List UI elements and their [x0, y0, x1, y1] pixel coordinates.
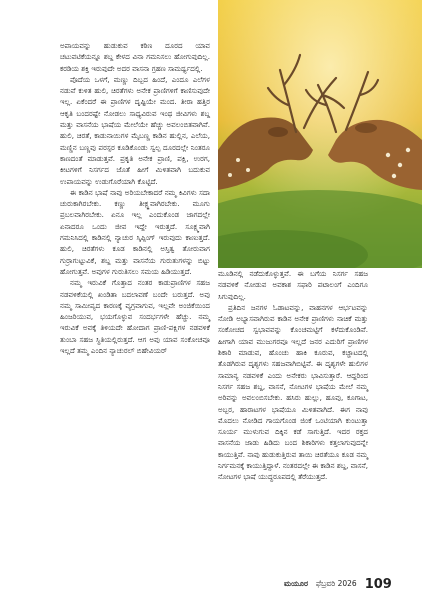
right-paragraph-2: ಪ್ರತಿದಿನ ಜನಗಳ ಓಡಾಟವನ್ನು, ವಾಹನಗಳ ಆರ್ಭಟವನ್ನು ನೋಡಿ ಅಭ್ಯಾಸವಾಗಿರುವ ಕಾಡಿನ ಅನೇಕ ಪ್ರಾಣಿಗಳು ನಾಚಿಕೆ ಮತ್ತು ಸಂಕೋಚದ ಸ್ವಭಾವವನ್ನು ಕೊಂಚಮಟ್ಟಿಗೆ ಕಳೆದುಕೊಂಡಿವೆ. ಹೀಗಾಗಿ ಯಾವ ಮುಜುಗರವೂ ಇಲ್ಲದೆ ಜನರ ಎದುರಿಗೆ ಪ್ರಾಣಿಗಳ ಶಿಕಾರಿ ಮಾಡುವ, ಹೊಂಚು ಹಾಕಿ ಕೂರುವ, ಕಚ್ಚಾಟದಲ್ಲಿ ತೊಡಗಿರುವ ದೃಶ್ಯಗಳು ಸಹಜವಾಗಿಬಿಟ್ಟಿವೆ. ಈ ದೃಶ್ಯಗಳೇ ಹುಲಿಗಳ ಸಾಮಾನ್ಯ ನಡವಳಿಕೆ ಎಂದು ಅನೇಕರು ಭಾವಿಸುತ್ತಾರೆ. ಆದ್ದರಿಂದ ನಿಸರ್ಗ ಸಹಜ ಶಬ್ದ, ವಾಸನೆ, ನೋಟಗಳ ಭಾಷೆಯ ಮೇಲೆ ನಮ್ಮ ಅರಿವನ್ನು ಅವಲಂಬಿಸಬೇಕು. ಹಸಿರು ಹುಲ್ಲು, ಹೂವು, ಕೂಗಾಟ, ಅಬ್ಬರ, ಹಾರಾಟಗಳ ಭಾಷೆಯೂ ಮಿಳಿತವಾಗಿದೆ. ಈಗ ನಾವು ಮೊದಲು ನೋಡಿದ ಗಾಯಗೊಂಡ ಜಿಂಕೆ ಒಂಟಿಯಾಗಿ ಕುಂಟುತ್ತಾ ಸೂರ್ಯ ಮುಳುಗುವ ದಿಕ್ಕಿನ ಕಡೆ ಸಾಗುತ್ತಿದೆ. ಇದರ ರಕ್ತದ ವಾಸನೆಯ ಜಾಡು ಹಿಡಿದು ಬಂದ ಶಿಕಾರಿಗಳು ಕತ್ತಲಾಗುವುದನ್ನೇ ಕಾಯುತ್ತಿವೆ. ನಾವು ಹುಡುಕುತ್ತಿರುವ ತಾಯಿ ಚಿರತೆಯೂ ಕೂಡ ನಮ್ಮ ನಿರ್ಗಮನಕ್ಕೆ ಕಾಯುತ್ತಿದ್ದಾಳೆ. ನಂತರದಲ್ಲೇ ಈ ಕಾಡಿನ ಶಬ್ದ, ವಾಸನೆ, ನೋಟಗಳ ಭಾಷೆ ಯುದ್ಧರೂಪದಲ್ಲಿ ತೆರೆಯುತ್ತದೆ.	[218, 302, 368, 482]
right-text-column	[218, 268, 368, 483]
right-paragraph-1: ಮೂಡಿನಲ್ಲಿ ನಡೆದುಕೊಳ್ಳುತ್ತವೆ. ಈ ಬಗೆಯ ನಿಸರ್ಗ ಸಹಜ ನಡವಳಿಕೆ ನೋಡುವ ಅವಕಾಶ ಸಫಾರಿ ಪಟಾಲಂಗೆ ಎಂದಿಗೂ ಸಿಗುವುದಿಲ್ಲ.	[218, 269, 368, 301]
left-paragraph-4: ನಮ್ಮ ಇರುವಿಕೆ ಗೊತ್ತಾದ ನಂತರ ಕಾಡುಪ್ರಾಣಿಗಳ ಸಹಜ ನಡವಳಿಕೆಯಲ್ಲಿ ಖಂಡಿತಾ ಬದಲಾವಣೆ ಬಂದೇ ಬರುತ್ತದೆ. ಅವು ನಮ್ಮ ಸಾಮೀಪ್ಯದ ಕಾರಣಕ್ಕೆ ವ್ಯಗ್ರವಾಗುವ, ಇಲ್ಲವೇ ಅಂಜಿಕೆಯಿಂದ ಹಿಂಜರಿಯುವ, ಭಯಗೊಳ್ಳುವ ಸಂದರ್ಭಗಳೇ ಹೆಚ್ಚು. ನಮ್ಮ ಇರುವಿಕೆ ಅವಕ್ಕೆ ತಿಳಿಯದೇ ಹೋದಾಗ ಪ್ರಾಣಿ-ಪಕ್ಷಿಗಳ ನಡವಳಿಕೆ ತುಂಬಾ ಸಹಜ ಸ್ಥಿತಿಯಲ್ಲಿರುತ್ತದೆ. ಆಗ ಅವು ಯಾವ ಸಂಕೋಚವೂ ಇಲ್ಲದೆ ತಮ್ಮ ಎಂದಿನ ನ್ಯಾಚುರಲ್ ಬಿಹೇವಿಯರ್	[60, 278, 210, 356]
page-number: 109	[364, 576, 392, 592]
left-paragraph-2: ಪೊದೆಯ ಒಳಗೆ, ಮಣ್ಣು ದಿಬ್ಬದ ಹಿಂದೆ, ಎಂದೂ ಎಲೆಗಳ ನಡುವೆ ಕುಳಿತ ಹುಲಿ, ಚಿರತೆಗಳು ಅನೇಕ ಪ್ರಾಣಿಗಳಿಗೆ ಕಾಣಿಸುವುದೇ ಇಲ್ಲ. ಏಕೆಂದರೆ ಈ ಪ್ರಾಣಿಗಳ ದೃಷ್ಟಿಯೇ ಮಂದ. ತೀರಾ ಹತ್ತಿರ ಆಕೃತಿ ಬಂದರಷ್ಟೇ ನೋಡಲು ಸಾಧ್ಯವಿರುವ ಇಂಥ ಜೀವಿಗಳು ಶಬ್ದ ಮತ್ತು ವಾಸನೆಯ ಭಾಷೆಯ ಮೇಲೆಯೇ ಹೆಚ್ಚು ಅವಲಂಬಿತವಾಗಿವೆ. ಹುಲಿ, ಚಿರತೆ, ಕಾಡುನಾಯಿಗಳ ಮೈಬಣ್ಣ ಕಾಡಿನ ಹುಲ್ಲಿನ, ಎಲೆಯ, ಮಣ್ಣಿನ ಬಣ್ಣವು ಪರಸ್ಪರ ಕೂಡಿಕೊಂಡು ಸ್ವಲ್ಪ ದೂರದಲ್ಲೇ ನಿಂತರೂ ಕಾಣದಂತೆ ಮಾಡುತ್ತವೆ. ಪ್ರಕೃತಿ ಅನೇಕ ಪ್ರಾಣಿ, ಪಕ್ಷಿ, ಉರಗ, ಕೀಟಗಳಿಗೆ ನಿಸರ್ಗದ ಜೊತೆ ಹೀಗೆ ಮಿಳಿತವಾಗಿ ಬದುಕುವ ಉಪಾಯವನ್ನು ಉಡುಗೊರೆಯಾಗಿ ಕೊಟ್ಟಿದೆ.	[60, 74, 210, 186]
deer-photo-illustration	[218, 0, 422, 268]
page-footer	[284, 575, 392, 593]
left-paragraph-1: ಅಪಾಯವನ್ನು ಹುಡುಕುವ ಕಠಿಣ ದೂರದ ಯಾವ ಚಟುವಟಿಕೆಯನ್ನೂ ಶಬ್ದ ಕೇಳದ ವಿನಾ ಗಮನಿಸಲು ಹೋಗುವುದಿಲ್ಲ. ಕರಡಿಯ ಶಕ್ತಿ ಇರುವುದೇ ಅದರ ವಾಸನಾ ಗ್ರಹಣ ಸಾಮರ್ಥ್ಯದಲ್ಲಿ.	[60, 41, 210, 73]
deer-photo	[218, 0, 422, 268]
issue-date: ಫೆಬ್ರವರಿ 2026	[315, 579, 357, 588]
left-text-column	[60, 40, 210, 356]
left-paragraph-3: ಈ ಕಾಡಿನ ಭಾಷೆ ನಾವು ಅರಿಯಬೇಕಾದರೆ ನಮ್ಮ ಕಿವಿಗಳು ಸದಾ ಚುರುಕಾಗಿರಬೇಕು. ಕಣ್ಣು ತೀಕ್ಷ್ಣವಾಗಿರಬೇಕು. ಮೂಗು ಪ್ರಬಲವಾಗಿರಬೇಕು. ಏನೂ ಇಲ್ಲ ಎಂದುಕೊಂಡ ಜಾಗದಲ್ಲೇ ಏನಾದರೂ ಒಂದು ಜೀವ ಇದ್ದೇ ಇರುತ್ತದೆ. ಸೂಕ್ಷ್ಮವಾಗಿ ಗಮನಿಸಿದಲ್ಲಿ ಕಾಡಿನಲ್ಲಿ ನ್ಯಾಚುರ ಸ್ಕಿಪ್ಪಿಂಗ್ ಇರುವುದು ಕಾಣುತ್ತದೆ. ಹುಲಿ, ಚಿರತೆಗಳು ಕೂಡ ಕಾಡಿನಲ್ಲಿ ಅಸ್ತಿತ್ವ ತೋರುವಾಗ ಗುರ್ರಾಗುಟ್ಟುವಿಕೆ, ಶಬ್ದ ಮತ್ತು ವಾಸನೆಯ ಗುರುತುಗಳನ್ನು ಬಿಟ್ಟು ಹೋಗುತ್ತವೆ. ಅವುಗಳ ಗುರುತಿಸಲು ಸಮಯ ಹಿಡಿಯುತ್ತದೆ.	[60, 187, 210, 276]
magazine-name: ಮಯೂರ	[284, 579, 308, 588]
